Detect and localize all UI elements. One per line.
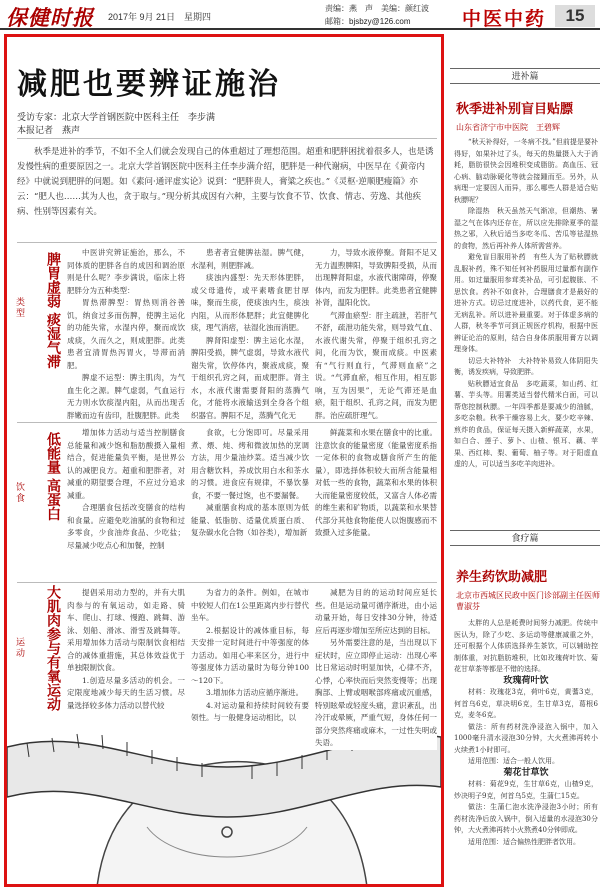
section-title: 中医中药 — [462, 8, 547, 30]
divider — [17, 422, 437, 423]
recipe-title: 菊花甘草饮 — [503, 767, 549, 778]
divider — [17, 582, 437, 583]
paragraph: 适用范围：适合偏热性肥胖者饮用。 — [468, 837, 580, 846]
author-credit: 北京市西城区民政中医门诊部副主任医师 曹淑芬 — [456, 591, 600, 611]
paragraph: 提倡采用动力型的，并有大肌肉参与的有氧运动，如走路、骑车、爬山、打球、慢跑、跳舞、游泳、划船、滑冰、滑雪及跳舞等。采用增加体力活动与限制饮食相结合的减体重措施，其总体效益优于单独限制饮食。 — [67, 588, 185, 672]
section-band: 食疗篇 — [450, 530, 600, 546]
paragraph: 脾虚不运型：脾主肌肉，为气血生化之源。脾气虚弱，气血运行无力则水饮痰湿内阻，从而出现舌胖嫩而边有齿印，肚腹肥胖。此类 — [67, 373, 185, 420]
paragraph: 材料：玫瑰花3克，荷叶6克，黄蓍3克，何首乌6克，草决明6克，生甘草3克，葛根6克，麦冬6克。 — [454, 688, 598, 719]
page-header — [0, 0, 600, 30]
article-column — [191, 427, 309, 540]
paragraph: 做法：所有药材洗净浸泡入锅中，加入1000毫升清水浸泡30分钟，大火煮沸再转小火续煮1小时即可。 — [454, 722, 598, 754]
article-column — [315, 427, 437, 540]
paragraph: 胃热滞脾型：胃热则消谷善饥，纳食过多而伤脾，使脾主运化的功能失常，水湿内停，聚而成饮成痰，久而久之，则成肥胖。此类患者宜清胃热泻胃火，导滞而消肥。 — [67, 298, 185, 370]
article-column — [191, 247, 309, 422]
paragraph: 3.增加体力活动应循序渐进。 — [206, 688, 304, 697]
article-headline: 减肥也要辨证施治 — [17, 67, 281, 102]
main-article — [4, 34, 444, 887]
sidebar-heading: 大肌肉参与有氧运动 — [45, 585, 61, 711]
author-credit: 山东省济宁市中医院 王碧辉 — [456, 123, 560, 132]
article-column — [315, 247, 437, 422]
paragraph: 力，导致水液停聚。肾阳不足又无力温煦脾阳，导致脾阳受损，从而出现脾肾阳虚，水液代谢障碍，停聚体内，而发为肥胖。此类患者宜健脾补肾，温阳化饮。 — [315, 248, 437, 307]
paragraph: 合理膳食包括改变膳食的结构和食量。应避免吃油腻的食物和过多零食，少食油炸食品、少吃盐；尽量减少吃点心和加餐，控制 — [67, 503, 185, 550]
paragraph: 减重膳食构成的基本原则为低能量、低脂肪、适量优质蛋白质、复杂碳水化合物（如谷类），增加新 — [191, 503, 309, 537]
paragraph: 切忌大补特补 大补特补易致人体阴阳失衡，诱发疾病，导致肥胖。 — [454, 356, 598, 376]
paragraph: 材料：菊花9克，生甘草6克，山楂9克，炒决明子9克，何首乌5克，生蒲仁15克。 — [454, 780, 598, 800]
article-body — [454, 137, 598, 471]
article-column — [191, 587, 309, 725]
paragraph: 除湿热 秋天虽然天气渐凉，但潮热、暑湿之气在体内还存在，所以应先排除夏季的湿热之邪，入秋后适当多吃冬瓜、苦瓜等祛湿热的食物，然后再补养人体所需营养。 — [454, 207, 598, 250]
recipe-title: 玫瑰荷叶饮 — [503, 675, 549, 686]
paragraph: 做法：生蒲仁泡水洗净浸泡3小时；所有药材洗净后放入锅中，倒入适量的水浸泡30分钟，大火煮沸再转小火熬煮40分钟即成。 — [454, 803, 598, 834]
paragraph: 鲜蔬菜和水果在膳食中的比重。注意饮食的能量密度（能量密度系指一定体积的食物或膳食所产生的能量），即选择体积较大而所含能量相对低一些的食物，蔬菜和水果的体积大而能量密度较低，又富含人体必需的维生素和矿物质，以蔬菜和水果替代部分其他食物能使人以饱腹感而不致摄入过多能量。 — [315, 428, 437, 537]
paragraph: 适用范围：适合一般人饮用。 — [468, 757, 559, 765]
issue-date: 2017年 9月 21日 星期四 — [108, 12, 212, 22]
paragraph: 另外需要注意的是，当出现以下症状时，应立即停止运动：出现心率比日常运动时明显加快，心律不齐，心悸，心率快而后突然变慢等；出现胸部、上臂或咽喉部疼痛或沉重感，特别眩晕或轻度头痛，意识紊乱，出冷汗或晕厥，严重气短，身体任何一部分突然疼痛或麻木，一过性失明或失语。 — [315, 638, 437, 747]
right-column — [450, 34, 600, 887]
paragraph: 脾肾阳虚型：脾主运化水湿，脾阳受损，脾气虚弱，导致水液代谢失常，饮停体内，聚液成痰，聚于组织孔窍之间，而成肥胖。肾主水，水液代谢需要肾阳的蒸腾气化，才能将水液输送到全身各个组织器官。脾阳不足，蒸腾气化无 — [191, 335, 309, 420]
article-title: 养生药饮助减肥 — [456, 570, 548, 585]
editor-email: 邮箱：bjsbzy@126.com — [325, 17, 411, 26]
paragraph: 1.创造尽量多活动的机会。一定限度地减少每天的生活习惯。尽量选择较多体力活动以替代较 — [67, 675, 185, 710]
section-tag: 类型 — [14, 297, 24, 319]
paragraph: 太胖的人总是耗费时间努力减肥。传统中医认为，除了少吃、多运动等健康减重之外，还可根据个人体质选择养生茶饮，可以辅助控制体重，对抗脂肪堆积，比如玫瑰荷叶饮、菊花甘草茶等都是不错的选择。 — [454, 619, 598, 673]
article-column — [67, 247, 185, 422]
sidebar-heading: 低能量 高蛋白 — [45, 432, 61, 521]
sidebar-heading: 脾胃虚弱 痰湿气滞 — [45, 252, 61, 369]
section-tag: 运动 — [14, 637, 24, 659]
reporter-credit: 本报记者 燕声 — [17, 125, 81, 135]
article-title: 秋季进补别盲目贴膘 — [456, 102, 574, 117]
paragraph: 避免盲目服用补药 有些人为了贴秋膘就乱服补药，殊不知任何补药服用过量都有副作用。如过量服用参茸类补品，可引起腹胀、不思饮食。药补不如食补，合理膳食才是最好的进补方式。切忌过度进补，以药代食，更不能无病乱补。所以进补最重要。对于体虚多病的人群，秋冬季节可到正规医疗机构，根据中医辨证论治的原则，结合自身体质服用膏方以调理身体。 — [454, 253, 598, 353]
expert-credit: 受访专家：北京大学首钢医院中医科主任 李步满 — [17, 112, 216, 122]
paragraph: 2.根据设计的减体重目标，每天安排一定时间进行中等强度的体力活动。如用心率来区分，进行中等强度体力活动量时为每分钟100～120下。 — [191, 625, 309, 685]
editor-credits: 责编：燕 声 美编：颜红波 — [325, 4, 429, 13]
paragraph: 痰浊内盛型：先天形体肥胖，或父母遗传，或平素嗜食肥甘厚味，聚而生痰，使痰浊内生，痰浊内阻，从而形体肥胖；此宜健脾化痰，理气消痞，祛湿化浊而消肥。 — [191, 273, 309, 332]
paragraph: 气滞血瘀型：肝主疏泄，若肝气不舒，疏泄功能失常，则导致气血、水液代谢失常，停聚于组织孔窍之间，化而为饮，聚而成痰。中医素有“气行则血行，气滞则血瘀”之说。“气滞血瘀，相互作用，相互影响，互为因果”，无论气滞还是血瘀，阻于组织、孔窍之间，而发为肥胖。治应疏肝理气。 — [315, 310, 437, 420]
article-column — [315, 587, 437, 750]
article-column — [67, 427, 185, 552]
paragraph: 减肥为目的的运动时间应延长些。但是运动量可循序渐进，由小运动量开始，每日安排30分钟，待适应后再逐步增加至所应达到的目标。 — [315, 588, 437, 635]
page-number: 15 — [555, 5, 595, 27]
paragraph: 贴秋膘适宜食品 多吃蔬菜，如山药、红薯、芋头等。用薯类适当替代精米白面，可以帮您控制秋膘。一年四季都是要减少的油腻，多吃杂粮。秋季干燥容易上火，要少吃辛辣、煎炸的食品，保证每天摄入新鲜蔬菜，水果，如白合、莲子、萝卜、山楂、银耳、藕、苹果、西红柿、梨、葡萄、柚子等。对于阳虚血虚的人，可以适当多吃羊肉进补。 — [454, 379, 598, 468]
paragraph: 食欲，七分饱即可。尽量采用煮、煨、炖、烤和微波加热的烹调方法，用少量油炒菜。适当减少饮用含糖饮料，养成饮用白水和茶水的习惯。进食应有规律，不暴饮暴食，不要一餐过饱，也不要漏餐。 — [191, 428, 309, 500]
paragraph: “秋天补得好，一冬病不找。”但前提是要补得好，如果补过了头，每天的热量摄入大于消耗，脂肪很快会因堆积变成脂肪。高血压、冠心病、脑动脉硬化等就会接踵而至。另外，从病理一定要因人而异，那么哪些人群是适合贴秋膘呢？ — [454, 138, 598, 204]
article-intro: 秋季是进补的季节，不如不全人们就会发现自己的体重超过了理想范围。超重和肥胖困扰着很多人，也是诱发慢性病的重要原因之一。北京大学首钢医院中医科主任李步满介绍，肥胖是一种代谢病，中医早在《黄帝内经》中就说到肥胖的问题。如《素问·通评虚实论》说到：“肥胖贵人，膏粱之疾也。”《灵枢·逆顺肥瘦篇》亦云：“肥人也……其为人也，贪于取与。”现分析其成因有六种，主要与饮食不节、饮食、情志、劳逸、其他疾病、性别等因素有关。 — [17, 147, 434, 217]
divider — [17, 242, 437, 243]
masthead-logo: 保健时报 — [6, 5, 94, 30]
divider — [17, 138, 437, 139]
paragraph: 为省力的条件。例如，在城市中较短人们在1公里距离内步行替代坐车。 — [191, 588, 309, 622]
article-body — [454, 618, 598, 848]
paragraph: 增加体力活动与适当控制膳食总能量和减少饱和脂肪酸摄入量相结合，促进能量负平衡，是世界公认的减肥良方。超重和肥胖者，对减重的期望要合理，不应过分追求减重。 — [67, 428, 185, 500]
paragraph: 4.对运动量和持续时间较有要领性。与一般健身运动相比，以 — [191, 700, 309, 722]
paragraph: 患者者宜健脾祛湿。脾气健，水湿利，则肥胖减。 — [191, 248, 309, 270]
article-column — [67, 587, 185, 712]
section-band: 进补篇 — [450, 68, 600, 84]
section-tag: 饮食 — [14, 482, 24, 504]
paragraph: 中医讲究辨证施治，那么，不同体质的肥胖各自的成因和调治原则是什么呢？李步满说，临床上将肥胖分为五种类型： — [67, 248, 185, 295]
